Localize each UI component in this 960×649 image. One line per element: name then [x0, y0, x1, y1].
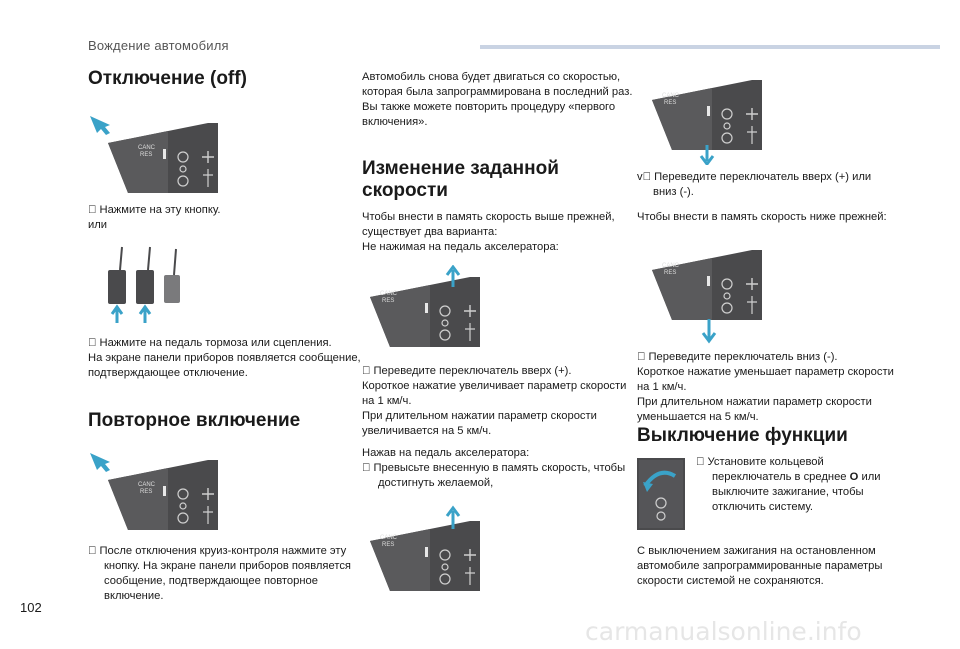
p1: Автомобиль снова будет двигаться со скоростью,	[362, 71, 621, 83]
step3b: кнопку. На экране панели приборов появляется	[104, 560, 351, 572]
s3c: выключите зажигание, чтобы	[712, 486, 864, 498]
svg-text:CANC: CANC	[380, 291, 398, 297]
p3: Нажав на педаль акселератора:	[362, 447, 530, 459]
stalk-down-illustration	[637, 245, 772, 345]
svg-text:RES: RES	[664, 270, 677, 276]
step2b: На экране панели приборов появляется сообщение,	[88, 352, 361, 364]
arrow-icon	[90, 453, 110, 472]
s2: Переведите переключатель вниз (-).	[637, 351, 827, 363]
svg-text:CANC: CANC	[138, 482, 156, 488]
svg-text:CANC: CANC	[138, 145, 156, 151]
p2b: существует два варианта:	[362, 226, 498, 238]
s1b: Короткое нажатие увеличивает параметр скорости	[362, 380, 627, 392]
p1: Чтобы внести в память скорость ниже прежней:	[637, 211, 887, 223]
step3: После отключения круиз-контроля нажмите эту	[88, 545, 335, 557]
stalk-cancel-illustration	[88, 113, 223, 198]
s1e: увеличивается на 5 км/ч.	[362, 425, 492, 437]
stalk-up-illustration-2	[365, 505, 500, 595]
svg-text:RES: RES	[664, 100, 677, 106]
p1c: Вы также можете повторить процедуру «первого	[362, 101, 616, 113]
s1b: вниз (-).	[653, 186, 694, 198]
s3d: отключить систему.	[712, 501, 813, 513]
s3b-end: или	[858, 471, 881, 483]
p2b: автомобиле запрограммированные параметры	[637, 560, 883, 572]
arrow-up-icon	[140, 307, 150, 323]
step2c: подтверждающее отключение.	[88, 367, 248, 379]
svg-text:RES: RES	[140, 152, 153, 158]
s3b-bold: O	[849, 471, 859, 483]
or-label: или	[88, 219, 108, 231]
svg-text:RES: RES	[382, 298, 395, 304]
watermark: carmanualsonline.info	[585, 617, 862, 646]
stalk-resume-illustration	[88, 450, 223, 535]
title-change: Изменение заданной	[362, 158, 559, 179]
p2: Чтобы внести в память скорость выше прежней,	[362, 211, 615, 223]
p2c: скорости системой не сохраняются.	[637, 575, 824, 587]
title-off-function: Выключение функции	[637, 425, 848, 446]
arrow-down-icon	[703, 319, 715, 341]
s2d: При длительном нажатии параметр скорости	[637, 396, 872, 408]
s1: Переведите переключатель вверх (+).	[362, 365, 561, 377]
step2: Нажмите на педаль тормоза или сцепления.	[88, 337, 321, 349]
svg-text:CANC: CANC	[662, 263, 680, 269]
pedals-illustration	[100, 245, 190, 325]
s3b-line	[712, 470, 880, 486]
stalk-ring-illustration	[637, 458, 685, 530]
stalk-up-illustration	[365, 265, 500, 350]
s2b: Короткое нажатие уменьшает параметр скорости	[637, 366, 894, 378]
svg-text:CANC: CANC	[380, 535, 398, 541]
arrow-icon	[90, 116, 110, 135]
section-header: Вождение автомобиля	[88, 38, 229, 53]
p1d: включения».	[362, 116, 428, 128]
svg-text:RES: RES	[382, 542, 395, 548]
step1: Нажмите на эту кнопку.	[88, 204, 209, 216]
step3c: сообщение, подтверждающее повторное	[104, 575, 318, 587]
title-off: Отключение (off)	[88, 68, 247, 89]
s3: Установите кольцевой	[696, 456, 813, 468]
s2b: достигнуть желаемой,	[378, 477, 494, 489]
page-number: 102	[20, 600, 42, 615]
s1c: на 1 км/ч.	[362, 395, 412, 407]
p1b: которая была запрограммирована в последний раз.	[362, 86, 633, 98]
arrow-up-icon	[112, 307, 122, 323]
s1d: При длительном нажатии параметр скорости	[362, 410, 597, 422]
step3d: включение.	[104, 590, 164, 602]
p2: С выключением зажигания на остановленном	[637, 545, 876, 557]
title-change-2: скорости	[362, 180, 448, 201]
title-resume: Повторное включение	[88, 410, 301, 431]
s1: v Переведите переключатель вверх (+) или	[637, 171, 863, 183]
s2e: уменьшается на 5 км/ч.	[637, 411, 759, 423]
stalk-updown-illustration	[637, 75, 772, 165]
svg-text:RES: RES	[140, 489, 153, 495]
s2: Превысьте внесенную в память скорость, чтобы	[362, 462, 614, 474]
s3b: переключатель в среднее	[712, 471, 850, 483]
s2c: на 1 км/ч.	[637, 381, 687, 393]
header-bar	[480, 45, 940, 49]
svg-text:CANC: CANC	[662, 93, 680, 99]
p2c: Не нажимая на педаль акселератора:	[362, 241, 559, 253]
